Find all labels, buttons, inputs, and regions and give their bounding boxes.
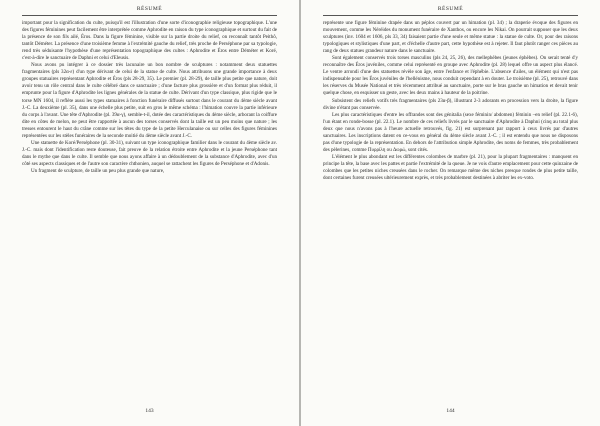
header-rule	[323, 15, 578, 16]
running-header: RÉSUMÉ	[136, 6, 163, 12]
paragraph: Subsistent des reliefs votifs très fragmentaires (pls 23α-β), illustrant 2-3 adorants en procession vers la droite, la figure divine n'étant pas conservée.	[323, 97, 578, 111]
paragraph: Une statuette de Koré/Perséphone (pl. 30-31), suivant un type iconographique familier dans le courant du 4ème siècle av. J.-C. mais dont l'identification reste douteuse, fait preuve de la relation étroite entre Aphrodite et la jeune Perséphone tant dans le mythe que dans le culte. Il semble que nous ayons affaire à un dédoublement de la substance d'Aphrodite, avec d'un côté ses aspects classiques et de l'autre son caractère chthonien, auquel se rattachent les figures de Perséphone et d'Adonis.	[22, 139, 277, 167]
paragraph: L'élément le plus abondant est les différentes colombes de marbre (pl. 21), pour la plupart fragmentaires : manquent en principe la tête, la base avec les pattes et partie l'extrémité de la queue. Je ne vois d'autre emplacement pour cette quinzaine de colombes que les petites niches creusées dans le rocher. On remarque même des niches presque rondes de plus petite taille, dont certaines furent creusées ultérieurement exprès, et très probablement destinées à abriter les ex-voto.	[323, 153, 578, 182]
paragraph: Un fragment de sculpture, de taille un peu plus grande que nature,	[31, 167, 165, 174]
paragraph: Nous avons pu intégrer à ce dossier très lacunaire un bon nombre de sculptures : notamment deux statuettes fragmentaires (pls 32α-ε) d'un type dérivant de celui de la statue de culte. Nous attribuons une grande importance à deux groupes statuaires représentant Aphrodite et Éros (pls 28-29, 35). Le premier (pl. 28-29), de taille plus petite que nature, doit avoir tenu un rôle central dans le culte célébré dans ce sanctuaire ; d'une facture plus grossière et d'un format plus réduit, il emprunte pour la figure d'Aphrodite les lignes générales de la statue de culte. Dérivant d'un type classique, plus rigide que le torse MN 1604, il reflète aussi les types statuaires à fonction funéraire diffusés surtout dans le courant du 4ème siècle avant J.-C. La deuxième (pl. 35), dans une échelle plus petite, suit en gros le même schéma : l'himation couvre la partie inférieure du corps à l'avant. Une tête d'Aphrodite (pl. 39α-γ), semble-t-il, dotée des caractéristiques du 4ème siècle, arborant la coiffure dite en côtes de melon, ne peut être rapportée à aucun des torses conservés dont la taille est un peu moins que nature ; les tresses entourent le haut du crâne comme sur les têtes du type de la petite Herculanaise ou sur celles des figures féminines représentées sur les stèles funéraires de la seconde moitié du 4ème siècle avant J.-C.	[22, 62, 277, 139]
paragraph: représente une figure féminine drapée dans un péplos couvert par un himation (pl. 34) ; la draperie évoque des figures en mouvement, comme les Néréides du monument funéraire de Xanthos, ou encore les Nikai. On pourrait supposer que les deux sculptures (inv. 1604 et 1606, pls 33, 34) faisaient partie d'une seule et même statue : la statue de culte. Or, pour des raisons typologiques et stylistiques d'une part, et d'échelle d'autre part, cette hypothèse est à rejeter. Il faut plutôt ranger ces pièces au rang de deux statues grandeur nature dans le sanctuaire.	[323, 20, 578, 55]
running-header: RÉSUMÉ	[437, 6, 464, 12]
paragraph: Sont également conservés trois torses masculins (pls 24, 25, 26), des mellephèbes (jeunes éphèbes). On serait tenté d'y reconnaître des Éros juvéniles, comme celui représenté en groupe avec Aphrodite (pl. 28) lequel offre un aspect plus élancé. Le ventre arrondi d'une des statuettes révèle son âge, entre l'enfance et l'éphébie. L'absence d'ailes, un élément qui n'est pas indispensable pour les Éros juvéniles de l'hellénisme, nous conduit cependant à en douter. Le troisième (pl. 25), retrouvé dans les réserves du Musée National et très récemment attribué au sanctuaire, porte sur le bras gauche un himation et devait tenir quelque chose, en esquisser un geste, avec les deux mains à hauteur de la poitrine.	[323, 55, 578, 97]
paragraph: important pour la signification du culte, puisqu'il est l'illustration d'une sorte d'iconographie religieuse topographique. L'une des figures féminines peut facilement être interprétée comme Aphrodite en raison du type iconographique et surtout du fait de la présence de son fils ailé, Éros. Dans la figure féminine, visible sur la partie droite du relief, on reconnaît tantôt Peithô, tantôt Déméter. La présence d'une troisième femme à l'extrémité gauche du relief, très proche de Perséphone par sa typologie, rend très séduisante l'hypothèse d'une représentation topographique des cultes : Aphrodite et Éros entre Déméter et Koré, c'est-à-dire le sanctuaire de Daphni et celui d'Eleusis.	[22, 20, 277, 62]
left-page	[0, 0, 299, 426]
page-number: 143	[145, 408, 154, 414]
paragraph: Les plus caractéristiques d'entre les offrandes sont des génitalia (sexe féminin/ abdomen) féminin –en relief (pl. 22.1-6), l'un étant en ronde-bosse (pl. 22.1). Le nombre de ces reliefs livrés par le sanctuaire d'Aphrodite à Daphni (cinq au total plus deux que nous n'avons pas à l'heure actuelle retrouvés, fig. 21) est surprenant par rapport à ceux livrés par d'autres sanctuaires. Les inscriptions datent en ce-vous en général du 4ème siècle avant J.-C. ; il est entendu que nous ne disposons pas d'une typologie de la représentation. En dehors de l'attribution simple Aphrodite, des noms de femmes, très probablement des pèlerines, comme Πυρρίλη ou Δωρώ, sont cités.	[323, 111, 578, 153]
left-body-text	[22, 20, 277, 175]
header-rule	[22, 15, 277, 16]
page-number: 144	[446, 408, 455, 414]
right-page	[301, 0, 600, 426]
right-body-text	[323, 20, 578, 182]
